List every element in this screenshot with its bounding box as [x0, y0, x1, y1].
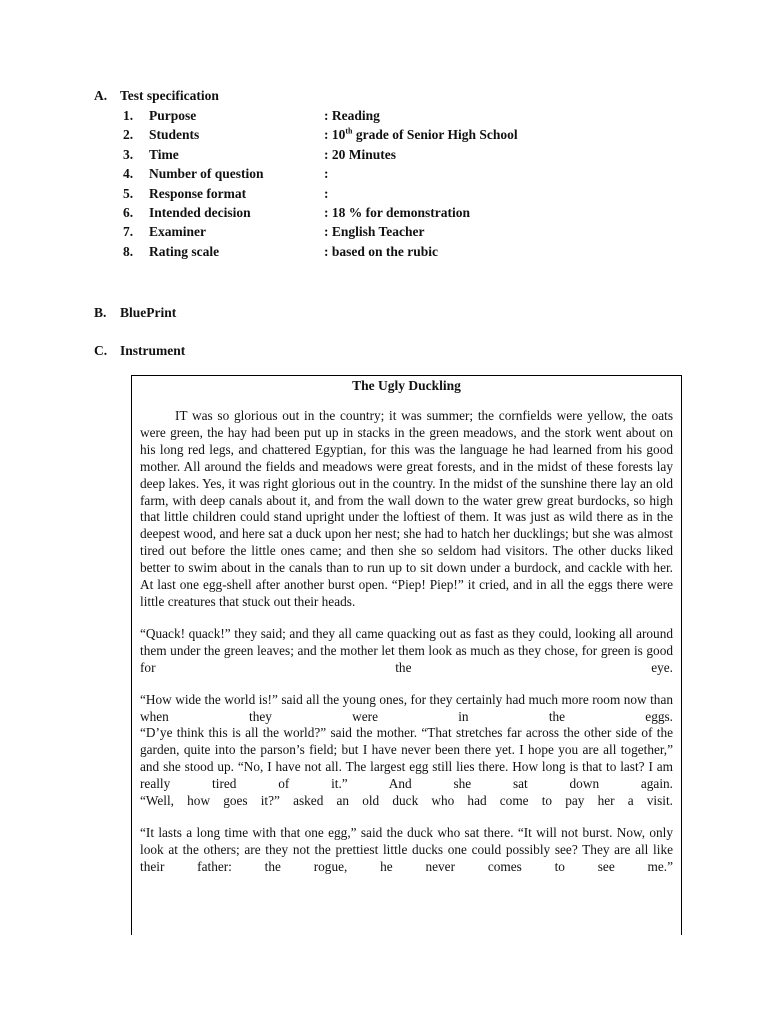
- section-a-letter: A.: [94, 88, 108, 103]
- spec-label: Rating scale: [149, 243, 220, 259]
- spec-value: : 18 % for demonstration: [324, 204, 470, 220]
- section-b-heading: [94, 305, 176, 321]
- spec-value: :: [324, 166, 329, 182]
- spec-item-number-of-question: [123, 164, 518, 183]
- spec-num: 4.: [123, 166, 134, 182]
- spec-value: : Reading: [324, 108, 380, 123]
- section-a-title: Test specification: [120, 88, 219, 103]
- spec-num: 7.: [123, 224, 134, 240]
- spec-label: Purpose: [149, 108, 197, 123]
- spec-label: Examiner: [149, 224, 206, 240]
- story-paragraph-1-continued: At last one egg-shell after another burst open. “Piep! Piep!” it cried, and in all the eggs there were little creatures that stuck out their heads.: [140, 577, 673, 609]
- spec-value-superscript: th: [345, 126, 353, 136]
- spec-item-rating-scale: [123, 242, 518, 261]
- story-paragraph-4: “It lasts a long time with that one egg,” said the duck who sat there. “It will not burst. Now, only look at the others; are they not the prettiest little ducks one could possibly see? They are all like their father: the rogue, he never comes to see me.”: [140, 824, 673, 874]
- test-spec-list: [123, 106, 518, 261]
- spec-label: Number of question: [149, 166, 264, 182]
- spec-value-rest: grade of Senior High School: [352, 127, 518, 143]
- story-title: The Ugly Duckling: [352, 378, 461, 393]
- story-paragraph-3-continued: “D’ye think this is all the world?” said the mother. “That stretches far across the other side of the garden, quite into the parson’s field; but I have never been there yet. I hope you are all together,” and she stood up. “No, I have not all. The largest egg still lies there. How long is that to last? I am really tired of it.” And she sat down again.: [140, 725, 673, 792]
- spec-value: : English Teacher: [324, 224, 425, 240]
- section-c-letter: C.: [94, 343, 108, 358]
- spec-item-students: [123, 125, 518, 144]
- story-paragraph-3: “How wide the world is!” said all the young ones, for they certainly had much more room now than when they were in the eggs.: [140, 691, 673, 724]
- section-c-title: Instrument: [120, 343, 186, 358]
- spec-value: : 20 Minutes: [324, 146, 396, 162]
- story-paragraph-2: “Quack! quack!” they said; and they all came quacking out as fast as they could, looking all around them under the green leaves; and the mother let them look as much as they chose, for green is good for the eye.: [140, 625, 673, 675]
- spec-value: :: [324, 185, 329, 201]
- spec-item-examiner: [123, 222, 518, 241]
- spec-label: Response format: [149, 185, 247, 201]
- section-a-heading: [94, 88, 219, 104]
- spec-item-purpose: [123, 106, 518, 125]
- section-b-title: BluePrint: [120, 305, 177, 320]
- spec-value: : based on the rubic: [324, 243, 439, 259]
- spec-item-response-format: [123, 184, 518, 203]
- section-b-letter: B.: [94, 305, 107, 320]
- spec-item-time: [123, 145, 518, 164]
- story-paragraph-1: IT was so glorious out in the country; it was summer; the cornfields were yellow, the oats were green, the hay had been put up in stacks in the green meadows, and the stork went about on his long red legs, and chattered Egyptian, for this was the language he had learned from his good mother. All around the fields and meadows were great forests, and in the midst of these forests lay deep lakes. Yes, it was right glorious out in the country. In the midst of the sunshine there lay an old farm, with deep canals about it, and from the wall down to the water grew great burdocks, so high that little children could stand upright under the loftiest of them. It was just as wild there as in the deepest wood, and here sat a duck upon her nest; she had to hatch her ducklings; but she was almost tired out before the little ones came; and then she so seldom had visitors. The other ducks liked better to swim about in the canals than to run up to sit down under a burdock, and cackle with her.: [140, 408, 673, 576]
- spec-num: 5.: [123, 185, 134, 201]
- spec-num: 8.: [123, 243, 134, 259]
- reading-passage-box: [131, 375, 682, 935]
- spec-num: 1.: [123, 108, 134, 123]
- spec-label: Students: [149, 127, 200, 143]
- spec-value: : 10: [324, 127, 346, 143]
- spec-label: Time: [149, 146, 179, 162]
- section-c-heading: [94, 343, 185, 359]
- story-paragraph-3-visit: “Well, how goes it?” asked an old duck who had come to pay her a visit.: [140, 793, 673, 809]
- spec-num: 3.: [123, 146, 134, 162]
- spec-num: 2.: [123, 127, 134, 143]
- spec-item-intended-decision: [123, 203, 518, 222]
- spec-label: Intended decision: [149, 204, 251, 220]
- spec-num: 6.: [123, 204, 134, 220]
